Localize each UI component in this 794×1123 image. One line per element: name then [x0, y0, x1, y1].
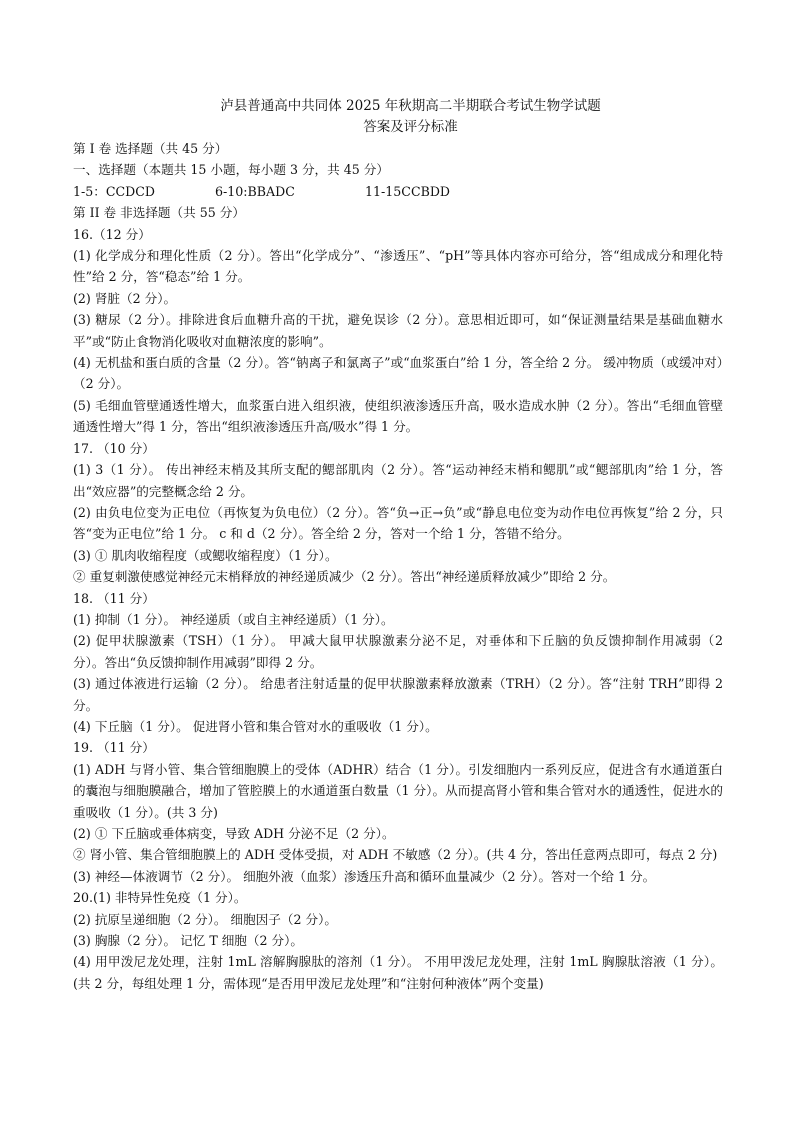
- answer-item: (4) 无机盐和蛋白质的含量（2 分）。答“钠离子和氯离子”或“血浆蛋白”给 1 分，答全给 2 分。 缓冲物质（或缓冲对）（2 分）。: [73, 355, 723, 392]
- document-body: [73, 96, 723, 994]
- answer-item: (2) ① 下丘脑或垂体病变，导致 ADH 分泌不足（2 分）。: [73, 826, 395, 841]
- part2-heading: 第 II 卷 非选择题（共 55 分）: [73, 205, 245, 221]
- mcq-answer-6-10: 6-10:BBADC: [215, 183, 295, 199]
- mcq-answer-1-5: 1-5：CCDCD: [73, 183, 155, 199]
- answer-item: ② 肾小管、集合管细胞膜上的 ADH 受体受损，对 ADH 不敏感（2 分）。(共 4 分，答出任意两点即可，每点 2 分): [73, 847, 718, 863]
- answer-item: ② 重复刺激使感觉神经元末梢释放的神经递质减少（2 分）。答出“神经递质释放减少”即给 2 分。: [73, 569, 616, 585]
- question-number: 16.（12 分）: [73, 226, 151, 242]
- answer-item: (2) 肾脏（2 分）。: [73, 290, 177, 306]
- answer-item: (1) 化学成分和理化性质（2 分）。答出“化学成分”、“渗透压”、“pH”等具体内容亦可给分，答“组成成分和理化特性”给 2 分，答“稳态”给 1 分。: [73, 248, 723, 285]
- answer-item: (2) 促甲状腺激素（TSH）（1 分）。 甲减大鼠甲状腺激素分泌不足，对垂体和下丘脑的负反馈抑制作用减弱（2 分）。答出“负反馈抑制作用减弱”即得 2 分。: [73, 633, 723, 670]
- answer-item: (1) 3（1 分）。 传出神经末梢及其所支配的鳃部肌肉（2 分）。答“运动神经末梢和鳃肌”或“鳃部肌肉”给 1 分，答出“效应器”的完整概念给 2 分。: [73, 462, 723, 499]
- document-subtitle: 答案及评分标准: [363, 119, 458, 135]
- answer-item: (3) 通过体液进行运输（2 分）。 给患者注射适量的促甲状腺激素释放激素（TRH）（2 分）。答“注射 TRH”即得 2 分。: [73, 676, 723, 713]
- answer-item: (1) 抑制（1 分）。 神经递质（或自主神经递质）（1 分）。: [73, 611, 394, 627]
- part1-heading: 第 I 卷 选择题（共 45 分）: [73, 141, 228, 156]
- answer-item: (3) 胸腺（2 分）。 记忆 T 细胞（2 分）。: [73, 933, 303, 949]
- answer-item: (3) 神经—体液调节（2 分）。 细胞外液（血浆）渗透压升高和循环血量减少（2 分）。答对一个给 1 分。: [73, 868, 656, 884]
- answer-item: (4) 用甲泼尼龙处理，注射 1mL 溶解胸腺肽的溶剂（1 分）。 不用甲泼尼龙处理，注射 1mL 胸腺肽溶液（1 分）。(共 2 分，每组处理 1 分，需体现“是否用甲泼尼龙处理”和“注射何种液体”两个变量): [73, 954, 723, 991]
- question-number: 19. （11 分）: [73, 740, 155, 756]
- mcq-answers: [73, 181, 723, 202]
- answer-item: (2) 抗原呈递细胞（2 分）。 细胞因子（2 分）。: [73, 911, 337, 927]
- mcq-answer-11-15: 11-15CCBDD: [365, 183, 451, 199]
- question-number: 17. （10 分）: [73, 440, 155, 456]
- answer-item: (2) 由负电位变为正电位（再恢复为负电位）（2 分）。答“负→正→负”或“静息电位变为动作电位再恢复”给 2 分，只答“变为正电位”给 1 分。 c 和 d（2 分）。答全给 2 分，答对一个给 1 分，答错不给分。: [73, 504, 723, 542]
- answer-item: (3) 糖尿（2 分）。排除进食后血糖升高的干扰，避免误诊（2 分）。意思相近即可，如“保证测量结果是基础血糖水平”或“防止食物消化吸收对血糖浓度的影响”。: [73, 312, 723, 349]
- section-heading: 一、选择题（本题共 15 小题，每小题 3 分，共 45 分）: [73, 162, 389, 178]
- question-number: 18. （11 分）: [73, 590, 155, 606]
- answer-item: (4) 下丘脑（1 分）。 促进肾小管和集合管对水的重吸收（1 分）。: [73, 718, 438, 734]
- answer-item: (5) 毛细血管壁通透性增大，血浆蛋白进入组织液，使组织液渗透压升高，吸水造成水肿（2 分）。答出“毛细血管壁通透性增大”得 1 分，答出“组织液渗透压升高/吸水”得 1 分。: [73, 397, 723, 435]
- document-title: 泸县普通高中共同体 2025 年秋期高二半期联合考试生物学试题: [220, 98, 601, 114]
- answer-item: (1) ADH 与肾小管、集合管细胞膜上的受体（ADHR）结合（1 分）。引发细胞内一系列反应，促进含有水通道蛋白的囊泡与细胞膜融合，增加了管腔膜上的水通道蛋白数量（1 分）。从而提高肾小管和集合管对水的通透性，促进水的重吸收（1 分）。(共 3 分): [73, 761, 723, 820]
- answer-item: 20.(1) 非特异性免疫（1 分）。: [73, 890, 247, 906]
- answer-item: (3) ① 肌肉收缩程度（或鳃收缩程度）（1 分）。: [73, 547, 338, 563]
